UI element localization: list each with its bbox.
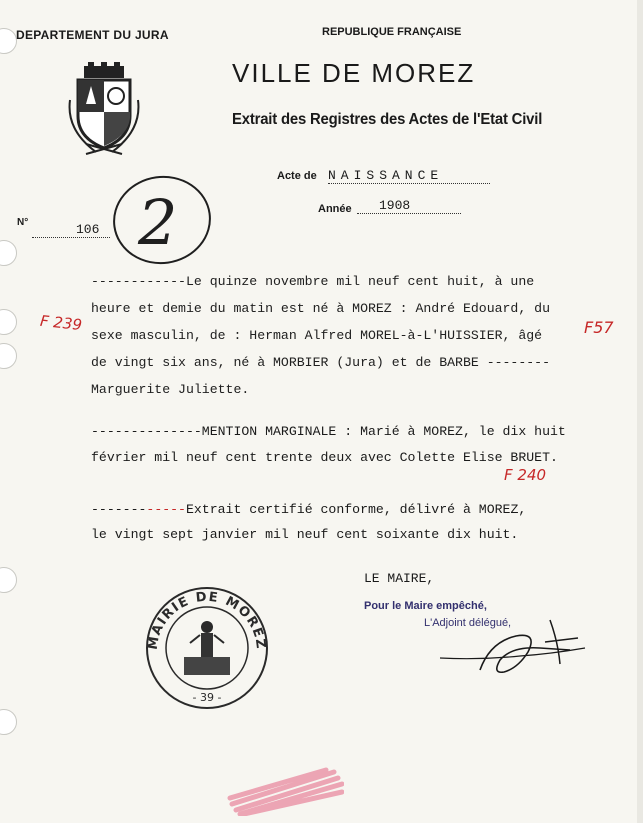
certification-line <box>91 497 526 522</box>
deputy-stamp: L'Adjoint délégué, <box>424 617 512 629</box>
body-line: heure et demie du matin est né à MOREZ : André Edouard, du <box>91 301 550 316</box>
red-annotation-f57: F57 <box>584 318 614 337</box>
year-label: Année <box>318 203 352 215</box>
punch-hole <box>0 309 17 335</box>
town-title: VILLE DE MOREZ <box>232 58 476 88</box>
register-subtitle: Extrait des Registres des Actes de l'Etat Civil <box>232 111 543 128</box>
seal-text: MAIRIE DE MOREZ <box>145 589 269 651</box>
department-heading: DEPARTEMENT DU JURA <box>16 28 169 42</box>
pink-highlighter-mark <box>226 764 344 816</box>
red-annotation-f239: F 239 <box>39 311 83 335</box>
punch-hole <box>0 343 17 369</box>
punch-hole <box>0 567 17 593</box>
mayor-label: LE MAIRE, <box>364 571 435 586</box>
certif-dashes: ------- <box>91 502 147 517</box>
red-annotation-f240: F 240 <box>504 466 547 484</box>
town-hall-seal-icon <box>144 585 270 711</box>
republic-heading: REPUBLIQUE FRANÇAISE <box>322 26 462 38</box>
signature-icon <box>420 612 590 684</box>
certif-dashes-red: ----- <box>146 502 186 517</box>
certification-line: le vingt sept janvier mil neuf cent soixante dix huit. <box>91 527 519 542</box>
mayor-substitute-stamp: Pour le Maire empêché, <box>364 600 487 612</box>
certification-text <box>91 497 526 547</box>
punch-hole <box>0 709 17 735</box>
punch-hole <box>0 28 17 54</box>
punch-hole <box>0 240 17 266</box>
mention-line: --------------MENTION MARGINALE : Marié à MOREZ, le dix huit <box>91 424 566 439</box>
certif-line1-text: Extrait certifié conforme, délivré à MOREZ, <box>185 502 527 517</box>
record-number-value: 106 <box>32 222 110 238</box>
acte-label: Acte de <box>277 170 317 182</box>
handwritten-number-text: 2 <box>138 186 178 259</box>
body-line: sexe masculin, de : Herman Alfred MOREL-à-L'HUISSIER, âgé <box>91 328 543 343</box>
year-value: 1908 <box>357 198 461 214</box>
acte-type-value: NAISSANCE <box>328 168 490 184</box>
handwritten-circled-number <box>108 172 214 268</box>
record-number-label: N° <box>17 217 29 228</box>
body-line: Marguerite Juliette. <box>91 382 250 397</box>
mention-line: février mil neuf cent trente deux avec Colette Elise BRUET. <box>91 450 558 465</box>
record-body-text <box>91 268 550 403</box>
marginal-mention <box>91 419 566 471</box>
seal-number: - 39 - <box>192 691 222 704</box>
body-line: ------------Le quinze novembre mil neuf cent huit, à une <box>91 274 535 289</box>
body-line: de vingt six ans, né à MORBIER (Jura) et de BARBE -------- <box>91 355 550 370</box>
page-edge <box>637 0 643 823</box>
town-coat-of-arms-icon <box>66 60 142 160</box>
